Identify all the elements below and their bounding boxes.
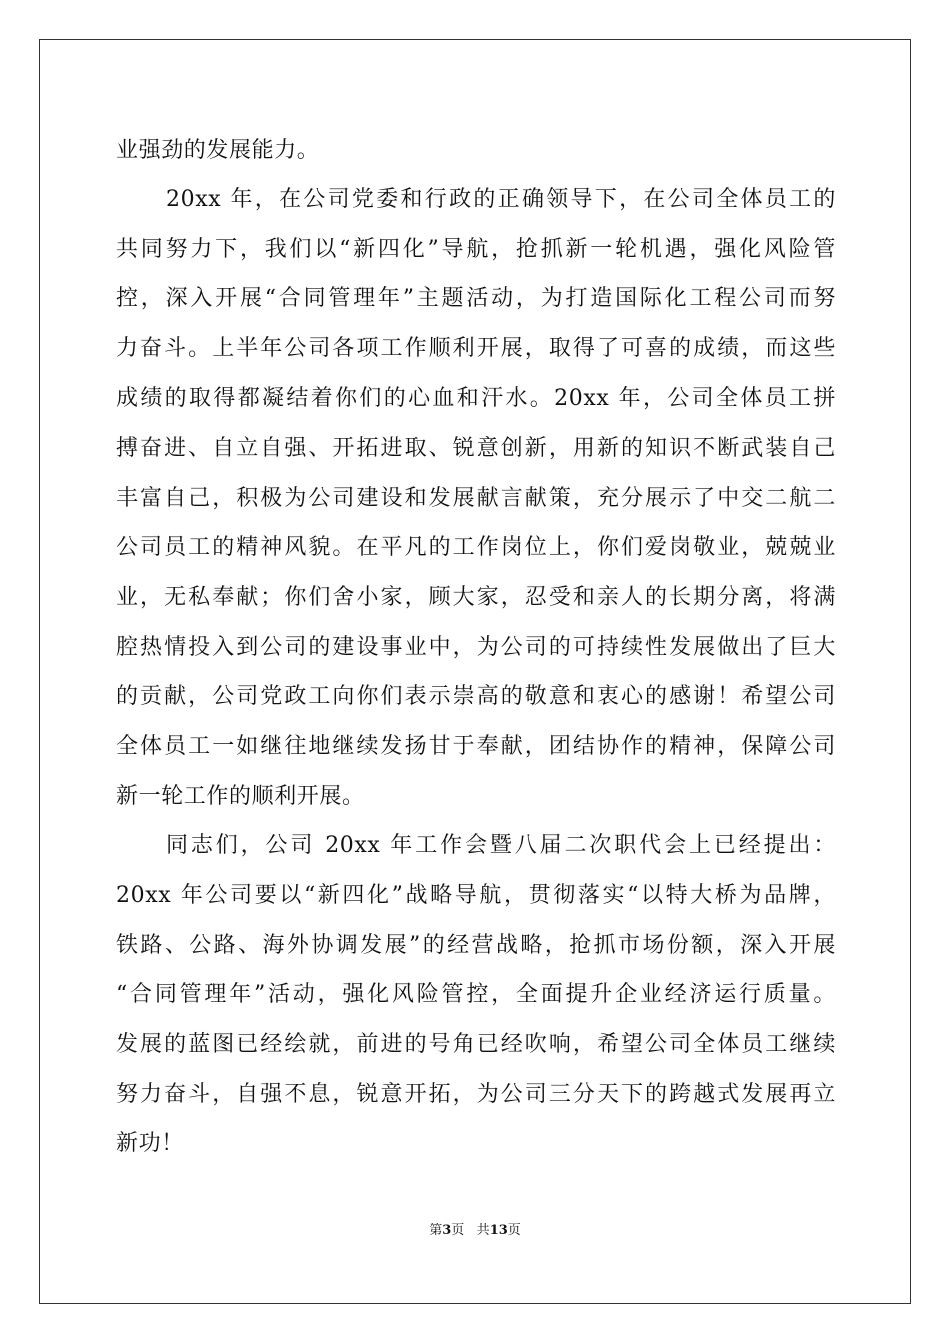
footer-page-unit: 页 [451,1223,465,1238]
text-line: 新一轮工作的顺利开展。 [116,784,365,809]
text-line: 努力奋斗，自强不息，锐意开拓，为公司三分天下的跨越式发展再立 [116,1082,836,1107]
footer-total-unit: 页 [507,1223,521,1238]
text-line: 发展的蓝图已经绘就，前进的号角已经吹响，希望公司全体员工继续 [116,1032,836,1057]
text-line: 共同努力下，我们以“新四化”导航，抢抓新一轮机遇，强化风险管 [116,237,836,262]
footer-total-prefix: 共 [476,1223,490,1238]
paragraph-start-line: 同志们，公司 20xx 年工作会暨八届二次职代会上已经提出： [166,833,836,858]
footer-prefix: 第 [429,1223,443,1238]
paragraph-start-line: 20xx 年，在公司党委和行政的正确领导下，在公司全体员工的 [166,187,836,212]
text-line: 成绩的取得都凝结着你们的心血和汗水。20xx 年，公司全体员工拼 [116,386,836,411]
text-line: 全体员工一如继往地继续发扬甘于奉献，团结协作的精神，保障公司 [116,734,836,759]
text-line: 控，深入开展“合同管理年”主题活动，为打造国际化工程公司而努 [116,286,836,311]
current-page-number: 3 [442,1223,452,1238]
text-line: 丰富自己，积极为公司建设和发展献言献策，充分展示了中交二航二 [116,486,836,511]
page-footer [0,1219,950,1238]
text-line: 腔热情投入到公司的建设事业中，为公司的可持续性发展做出了巨大 [116,635,836,660]
total-page-count: 13 [489,1223,508,1238]
text-line: 新功！ [116,1131,184,1156]
text-line: 业强劲的发展能力。 [116,138,320,163]
text-line: 业，无私奉献；你们舍小家，顾大家，忍受和亲人的长期分离，将满 [116,585,836,610]
text-line: 的贡献，公司党政工向你们表示崇高的敬意和衷心的感谢！希望公司 [116,684,836,709]
text-line: “合同管理年”活动，强化风险管控，全面提升企业经济运行质量。 [116,982,836,1007]
text-line: 公司员工的精神风貌。在平凡的工作岗位上，你们爱岗敬业，兢兢业 [116,535,836,560]
text-line: 力奋斗。上半年公司各项工作顺利开展，取得了可喜的成绩，而这些 [116,336,836,361]
text-line: 铁路、公路、海外协调发展”的经营战略，抢抓市场份额，深入开展 [116,933,836,958]
text-line: 搏奋进、自立自强、开拓进取、锐意创新，用新的知识不断武装自己 [116,436,836,461]
text-line: 20xx 年公司要以“新四化”战略导航，贯彻落实“以特大桥为品牌， [116,883,836,908]
